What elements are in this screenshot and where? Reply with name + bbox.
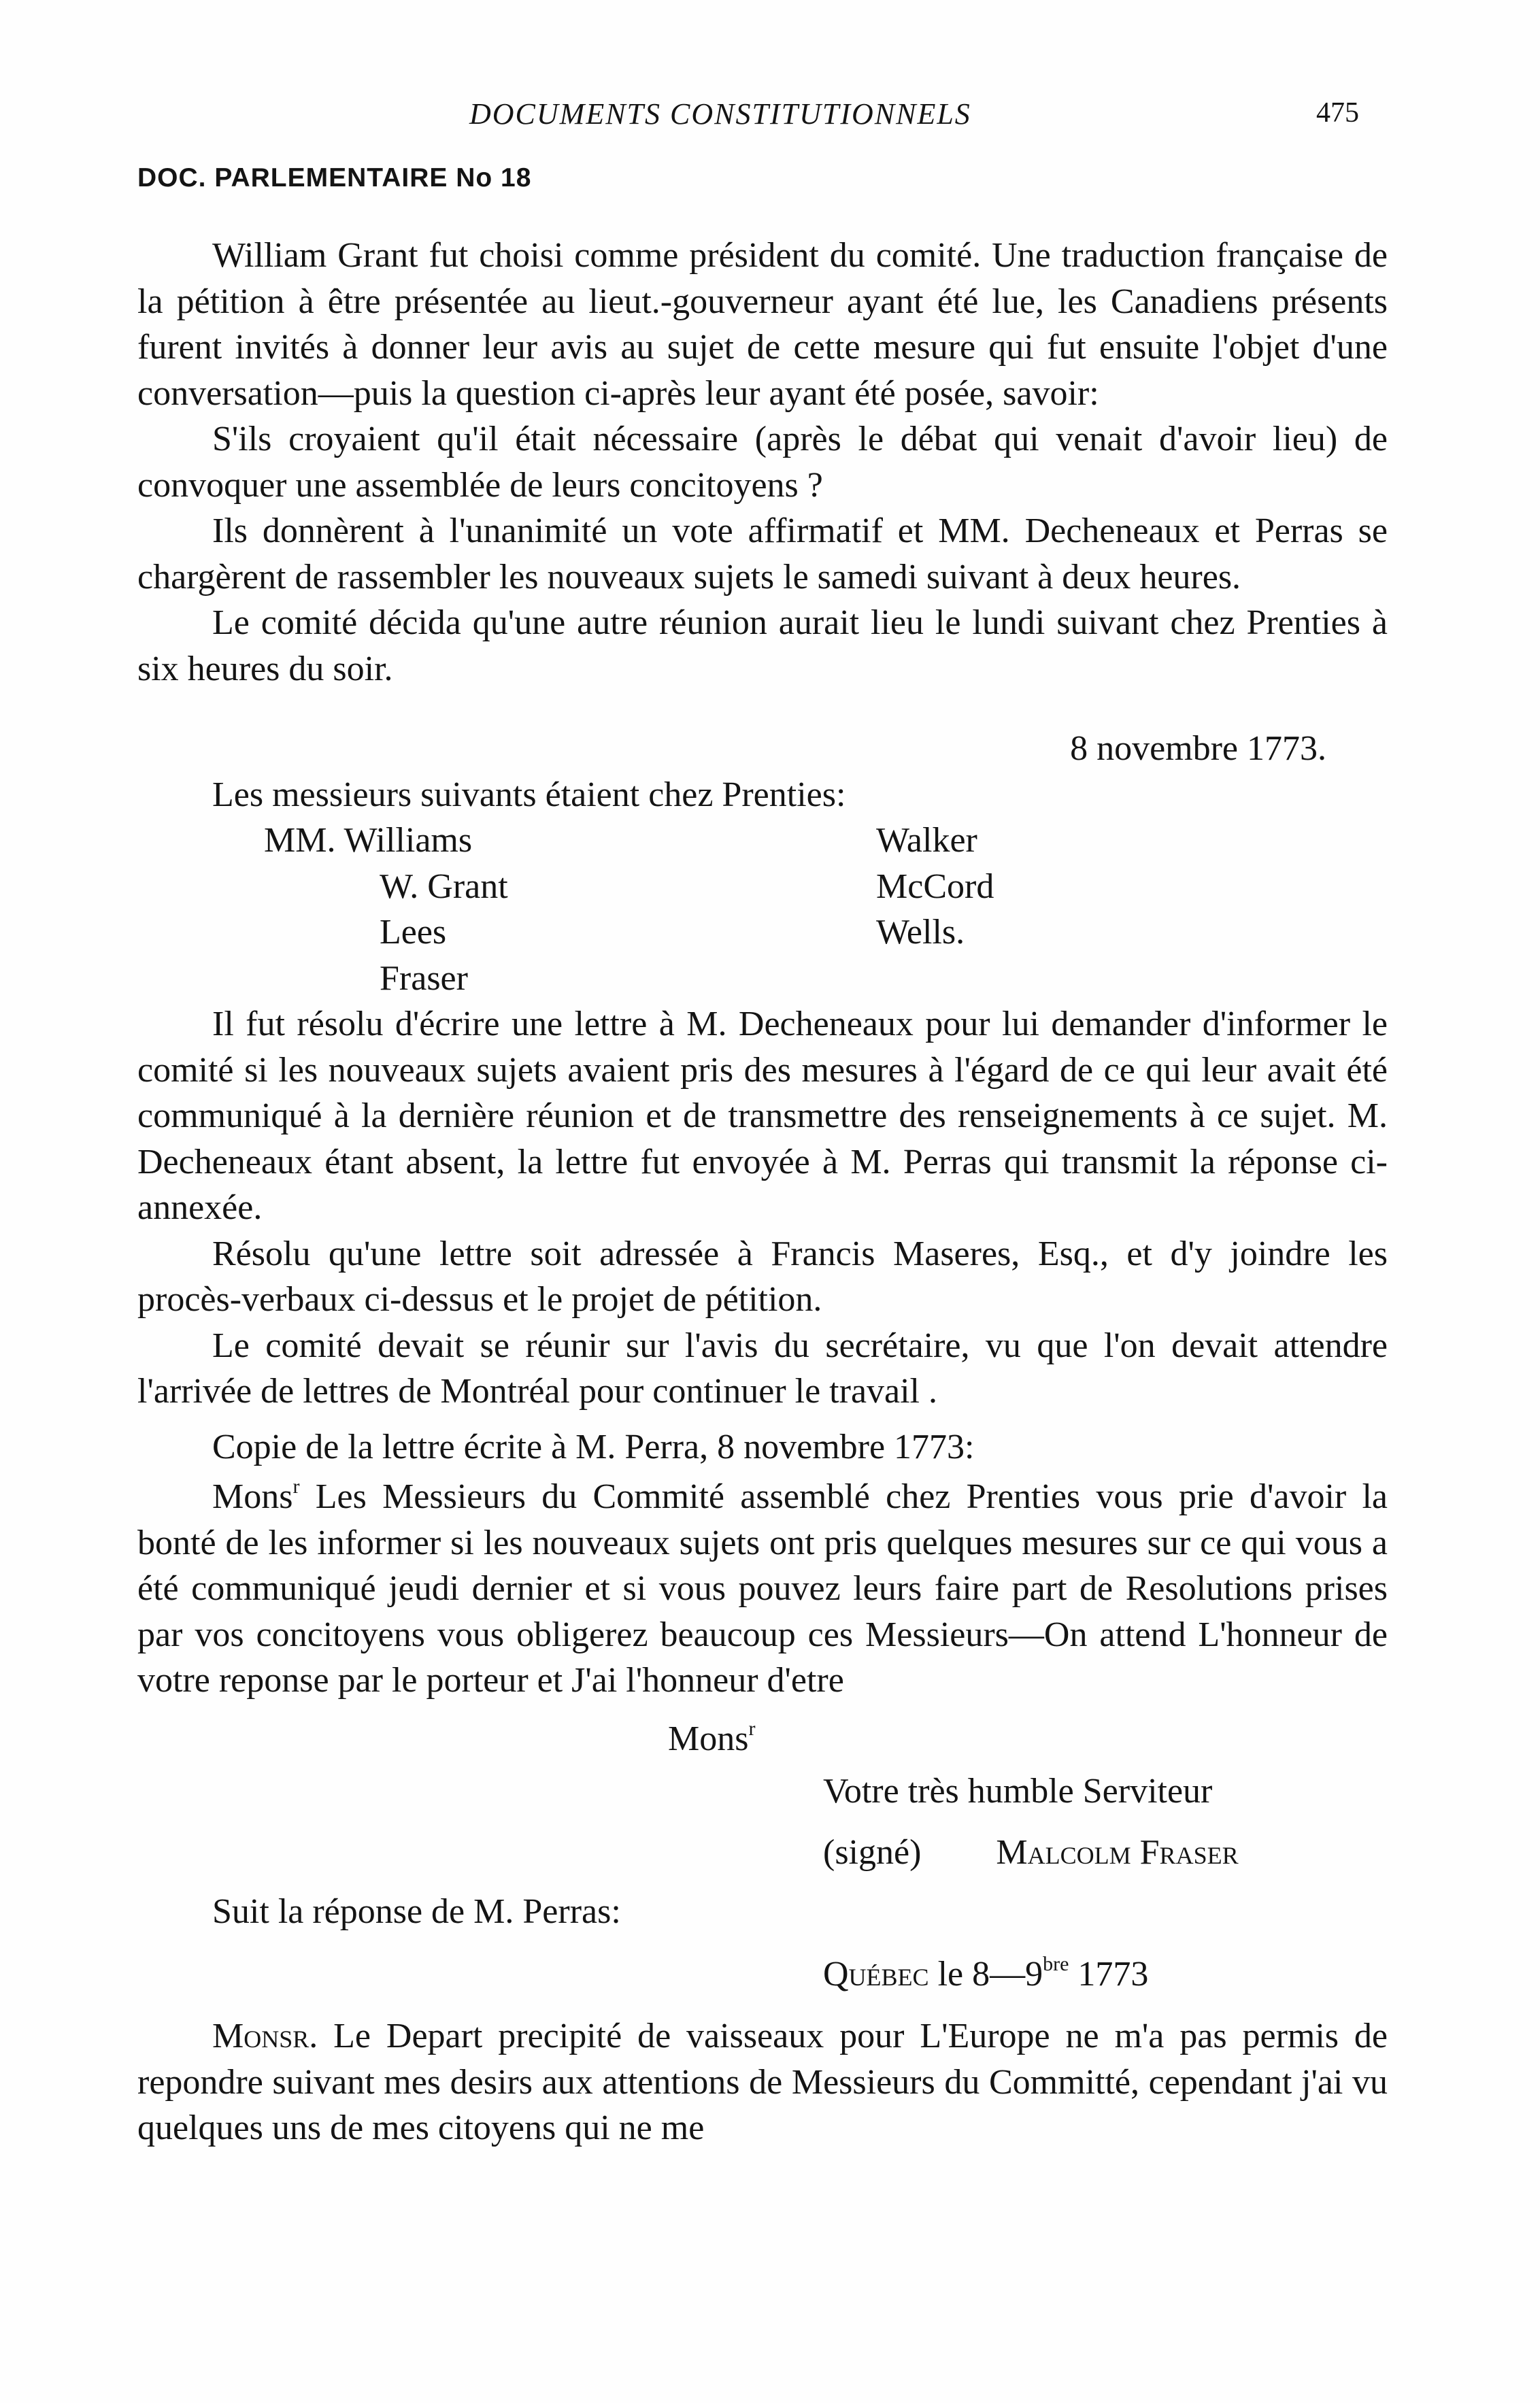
attendees-intro: Les messieurs suivants étaient chez Prenties: [212, 775, 846, 814]
reply-salutation: Monsr. [212, 2017, 318, 2055]
reply-dateline: Québec le $8—9^{bre}$ 1773 [823, 1952, 1149, 1994]
paragraph-3: Ils donnèrent à l'unanimité un vote affirmatif et MM. Decheneaux et Perras se chargèrent de rassembler les nouveaux sujets le samedi suivant à deux heures. [137, 511, 1388, 596]
attendee: McCord [876, 867, 994, 906]
body-text [137, 233, 1388, 2151]
attendee: Walker [876, 821, 977, 860]
meeting-date: 8 novembre 1773. [1070, 729, 1326, 768]
signed-marker: (signé) [823, 1832, 922, 1872]
paragraph-1: William Grant fut choisi comme président du comité. Une traduction française de la pétition à être présentée au lieut.-gouverneur ayant été lue, les Canadiens présents furent invités à donner leur avis au sujet de cette mesure qui fut ensuite l'objet d'une conversation—puis la question ci-après leur ayant été posée, savoir: [137, 236, 1388, 413]
superscript: r [748, 1717, 756, 1740]
paragraph-7: Résolu qu'une lettre soit adressée à Francis Maseres, Esq., et d'y joindre les procès-verbaux ci-dessus et le projet de pétition. [137, 1234, 1388, 1319]
superscript: r [292, 1475, 300, 1498]
reply-body [137, 2013, 1388, 2151]
signature-closing: Votre très humble Serviteur [823, 1772, 1213, 1811]
letter-copy-intro: Copie de la lettre écrite à M. Perra, 8 novembre 1773: [212, 1427, 975, 1466]
paragraph-4: Le comité décida qu'une autre réunion aurait lieu le lundi suivant chez Prenties à six heures du soir. [137, 603, 1388, 688]
page-number: 475 [1316, 97, 1359, 129]
reply-place: Québec [823, 1954, 929, 1994]
reply-text: Le Depart precipité de vaisseaux pour L'Europe ne m'a pas permis de repondre suivant mes desirs aux attentions de Messieurs du Committé, cependant j'ai vu quelques uns de mes citoyens qui ne me [137, 2017, 1388, 2147]
reply-intro: Suit la réponse de M. Perras: [212, 1892, 621, 1931]
attendee: MM. Williams [264, 821, 473, 860]
attendee: W. Grant [380, 867, 508, 906]
signatory-name: Malcolm Fraser [996, 1832, 1239, 1872]
signature-line [137, 1830, 1388, 1876]
paragraph-8: Le comité devait se réunir sur l'avis du secrétaire, vu que l'on devait attendre l'arrivée de lettres de Montréal pour continuer le travail . [137, 1326, 1388, 1411]
paragraph-2: S'ils croyaient qu'il était nécessaire (après le débat qui venait d'avoir lieu) de convoquer une assemblée de leurs concitoyens ? [137, 420, 1388, 505]
superscript: bre [1043, 1952, 1069, 1975]
attendees-list [264, 818, 1388, 1001]
document-label: DOC. PARLEMENTAIRE No 18 [137, 163, 532, 192]
letter-salutation: Mons [212, 1477, 293, 1516]
attendee: Fraser [380, 958, 468, 998]
running-title: DOCUMENTS CONSTITUTIONNELS [469, 97, 971, 131]
letter-text: Les Messieurs du Commité assemblé chez Prenties vous prie d'avoir la bonté de les informer si les nouveaux sujets ont pris quelques mesures sur ce qui vous a été communiqué jeudi dernier et si vous pouvez leurs faire part de Resolutions prises par vos concitoyens vous obligerez beaucoup ces Messieurs—On attend L'honneur de votre reponse par le porteur et J'ai l'honneur d'etre [137, 1477, 1388, 1700]
attendee: Wells. [876, 913, 965, 952]
signature-mons: Mons$^r$ [668, 1717, 756, 1758]
paragraph-6: Il fut résolu d'écrire une lettre à M. Decheneaux pour lui demander d'informer le comité si les nouveaux sujets avaient pris des mesures à l'égard de ce qui leur avait été communiqué à la dernière réunion et de transmettre des renseignements à ce sujet. M. Decheneaux étant absent, la lettre fut envoyée à M. Perras qui transmit la réponse ci-annexée. [137, 1005, 1388, 1227]
attendee: Lees [380, 913, 447, 952]
letter-body [137, 1474, 1388, 1704]
